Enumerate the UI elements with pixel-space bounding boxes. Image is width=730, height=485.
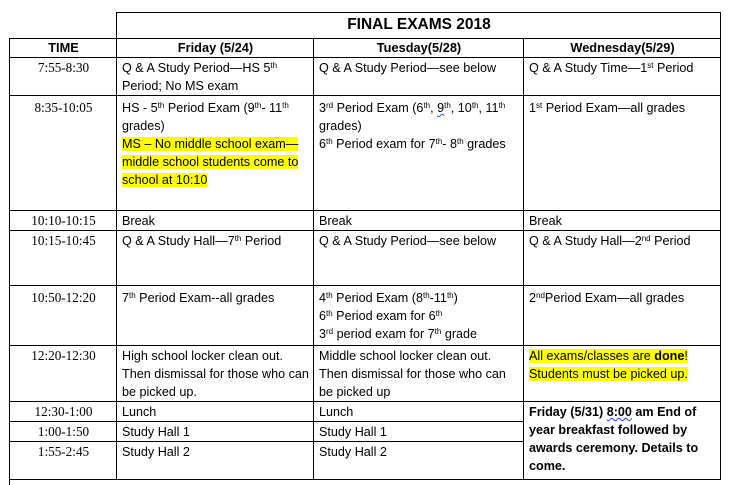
tuesday-cell: Study Hall 1 bbox=[314, 422, 524, 442]
done-notice-highlight: All exams/classes are done! Students must be picked up. bbox=[529, 349, 688, 381]
page-edge-line bbox=[9, 478, 10, 485]
friday-cell: Study Hall 1 bbox=[117, 422, 314, 442]
friday-cell: Q & A Study Hall—7th Period bbox=[117, 231, 314, 286]
table-row bbox=[10, 58, 721, 96]
ms-notice-highlight: MS – No middle school exam—middle school students come to school at 10:10 bbox=[122, 137, 299, 187]
tuesday-cell: Q & A Study Period—see below bbox=[314, 231, 524, 286]
table-row bbox=[10, 346, 721, 402]
time-cell: 1:55-2:45 bbox=[10, 442, 117, 480]
time-cell: 1:00-1:50 bbox=[10, 422, 117, 442]
friday-cell: HS - 5th Period Exam (9th- 11th grades) MS – No middle school exam—middle school students come to school at 10:10 bbox=[117, 96, 314, 211]
tuesday-cell: Q & A Study Period—see below bbox=[314, 58, 524, 96]
tuesday-cell: Break bbox=[314, 211, 524, 231]
table-row bbox=[10, 231, 721, 286]
friday-cell: 7th Period Exam--all grades bbox=[117, 286, 314, 346]
page-title: FINAL EXAMS 2018 bbox=[117, 13, 721, 39]
table-row bbox=[10, 286, 721, 346]
wednesday-cell: Q & A Study Time—1st Period bbox=[524, 58, 721, 96]
wednesday-cell: 1st Period Exam—all grades bbox=[524, 96, 721, 211]
friday-cell: Break bbox=[117, 211, 314, 231]
tuesday-cell: 4th Period Exam (8th-11th) 6th Period exam for 6th 3rd period exam for 7th grade bbox=[314, 286, 524, 346]
friday-cell: Q & A Study Period—HS 5th Period; No MS exam bbox=[117, 58, 314, 96]
time-cell: 10:15-10:45 bbox=[10, 231, 117, 286]
tuesday-cell: 3rd Period Exam (6th, 9th, 10th, 11th grades) 6th Period exam for 7th- 8th grades bbox=[314, 96, 524, 211]
wednesday-cell: 2ndPeriod Exam—all grades bbox=[524, 286, 721, 346]
year-end-breakfast-note: Friday (5/31) 8:00 am End of year breakfast followed by awards ceremony. Details to come. bbox=[524, 402, 721, 480]
final-exams-table bbox=[9, 12, 721, 480]
header-time: TIME bbox=[10, 39, 117, 58]
table-row bbox=[10, 96, 721, 211]
friday-cell: High school locker clean out. Then dismissal for those who can be picked up. bbox=[117, 346, 314, 402]
header-wednesday: Wednesday(5/29) bbox=[524, 39, 721, 58]
wednesday-cell: Break bbox=[524, 211, 721, 231]
header-tuesday: Tuesday(5/28) bbox=[314, 39, 524, 58]
tuesday-cell: Study Hall 2 bbox=[314, 442, 524, 480]
tuesday-cell: Middle school locker clean out. Then dismissal for those who can be picked up bbox=[314, 346, 524, 402]
tuesday-cell: Lunch bbox=[314, 402, 524, 422]
wednesday-cell bbox=[524, 346, 721, 402]
table-row bbox=[10, 211, 721, 231]
friday-cell: Study Hall 2 bbox=[117, 442, 314, 480]
table-row bbox=[10, 402, 721, 422]
time-cell: 8:35-10:05 bbox=[10, 96, 117, 211]
time-cell: 10:50-12:20 bbox=[10, 286, 117, 346]
time-cell: 7:55-8:30 bbox=[10, 58, 117, 96]
time-cell: 10:10-10:15 bbox=[10, 211, 117, 231]
friday-cell: Lunch bbox=[117, 402, 314, 422]
header-friday: Friday (5/24) bbox=[117, 39, 314, 58]
time-cell: 12:30-1:00 bbox=[10, 402, 117, 422]
blank-corner-cell bbox=[10, 13, 117, 39]
time-cell: 12:20-12:30 bbox=[10, 346, 117, 402]
wednesday-cell: Q & A Study Hall—2nd Period bbox=[524, 231, 721, 286]
